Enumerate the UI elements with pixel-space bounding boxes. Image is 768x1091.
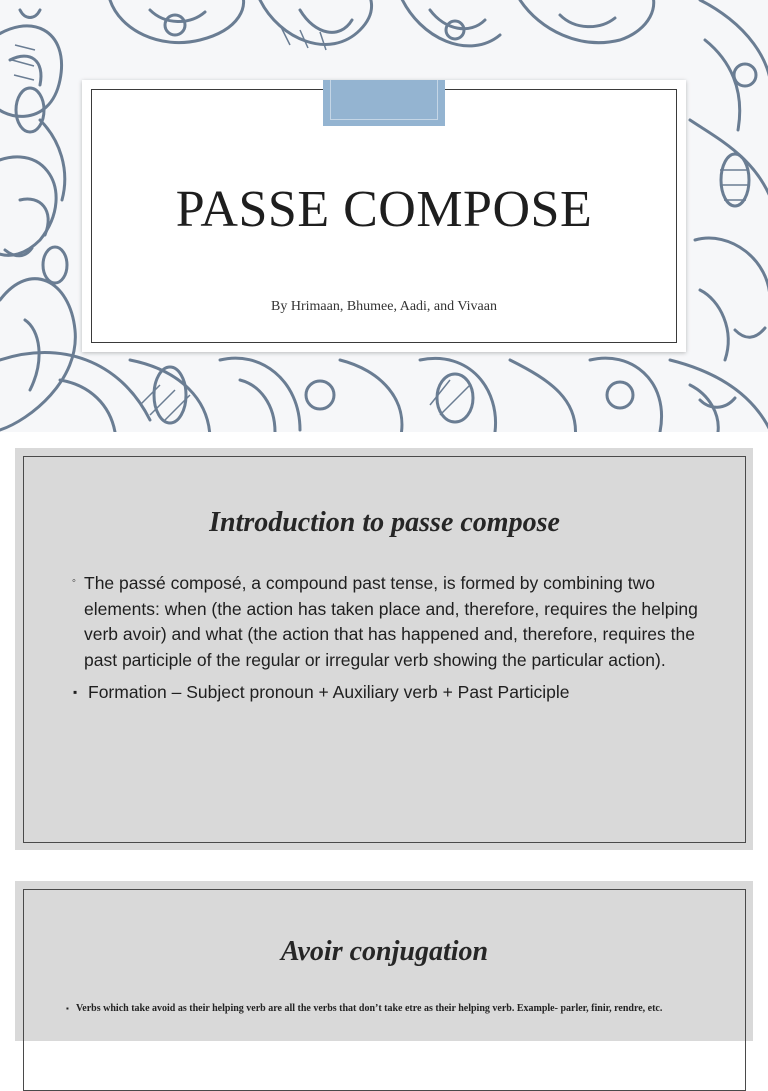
avoir-heading: Avoir conjugation xyxy=(280,936,489,967)
bullet-marker: ▪ xyxy=(73,685,78,699)
list-item xyxy=(72,571,702,673)
intro-slide-frame xyxy=(23,456,746,843)
intro-slide xyxy=(15,448,753,850)
avoir-slide-frame xyxy=(23,889,746,1091)
presentation-authors: By Hrimaan, Bhumee, Aadi, and Vivaan xyxy=(271,299,497,314)
avoir-slide xyxy=(15,881,753,1041)
accent-tab xyxy=(323,80,445,126)
bullet-text: Verbs which take avoid as their helping verb are all the verbs that don’t take etre as their helping verb. Example- parler, finir, rendre, etc. xyxy=(76,1003,663,1014)
title-card xyxy=(82,80,686,352)
bullet-marker: ▪ xyxy=(66,1004,69,1013)
bullet-text: The passé composé, a compound past tense, is formed by combining two elements: when (the action has taken place and, therefore, requires the helping verb avoir) and what (the action that has happened and, therefore, requires the past participle of the regular or irregular verb showing the particular action). xyxy=(84,573,698,670)
title-slide xyxy=(0,0,768,432)
intro-bullet-list xyxy=(72,571,702,706)
list-item xyxy=(72,680,702,706)
intro-heading: Introduction to passe compose xyxy=(209,507,560,538)
avoir-bullet-list xyxy=(66,1002,716,1016)
list-item xyxy=(66,1002,716,1016)
bullet-marker: ◦ xyxy=(72,575,76,587)
bullet-text: Formation – Subject pronoun + Auxiliary verb + Past Participle xyxy=(88,682,570,702)
presentation-title: PASSE COMPOSE xyxy=(175,181,593,238)
